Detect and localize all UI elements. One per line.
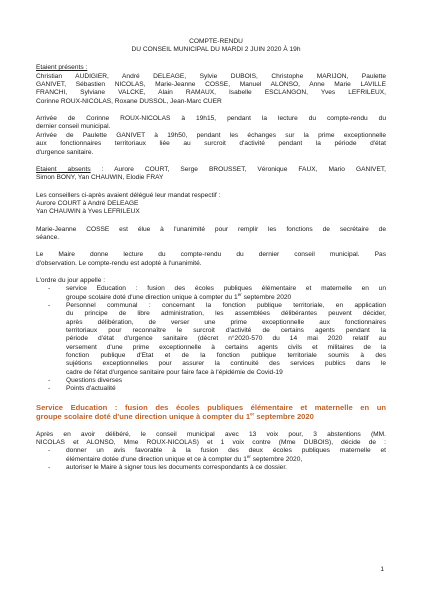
bullet-dash-icon: -: [48, 285, 51, 293]
decision-item: [36, 447, 386, 464]
proxies-intro: Les conseillers ci-après avaient délégué leur mandat respectif :: [36, 191, 221, 199]
decision-line-text: élémentaire dotée d'une direction unique et ce à compter du 1: [66, 455, 247, 463]
secretary-line: Marie-Jeanne COSSE est élue à l'unanimité pour remplir les fonctions de secrétaire de: [36, 225, 386, 233]
bullet-dash-icon: -: [48, 377, 51, 385]
present-line: FRANCHI, Sylviane VALCKE, Alain RAMAUX, Isabelle ESCLANGON, Yves LEFRILEUX,: [36, 89, 386, 97]
agenda-line: [66, 291, 386, 302]
absent-label: Etaient absents: [36, 165, 91, 173]
minutes-section: [36, 251, 386, 268]
agenda-line: Questions diverses: [66, 377, 123, 385]
absent-section: [36, 166, 386, 183]
header-title: COMPTE-RENDU: [189, 38, 243, 45]
agenda-line: du principe de libre administration, les assemblées délibérantes peuvent décider,: [66, 310, 386, 318]
bullet-dash-icon: -: [48, 301, 51, 309]
header-subtitle: DU CONSEIL MUNICIPAL DU MARDI 2 JUIN 2020 À 19h: [131, 46, 301, 54]
minutes-line: d'observation. Le compte-rendu est adopté à l'unanimité.: [36, 259, 202, 267]
present-line: Corinne ROUX-NICOLAS, Roxane DUSSOL, Jean-Marc CUER: [36, 97, 222, 105]
agenda-line: Points d'actualité: [66, 385, 116, 393]
section-heading-line: Service Education : fusion des écoles publiques élémentaire et maternelle en un: [36, 402, 386, 412]
deliberation-line: NICOLAS et ALONSO, Mme ROUX-NICOLAS) et 1 voix contre (Mme DUBOIS), décide de :: [36, 438, 386, 446]
decision-line-text: septembre 2020,: [250, 455, 303, 463]
deliberation-line: Après en avoir délibéré, le conseil municipal avec 13 voix pour, 3 abstentions (MM.: [36, 430, 386, 438]
minutes-line: Le Maire donne lecture du compte-rendu du dernier conseil municipal. Pas: [36, 251, 386, 259]
section-heading-line: [36, 412, 386, 421]
agenda-item: [36, 285, 386, 302]
agenda-item: [36, 302, 386, 377]
decision-list: [36, 447, 386, 472]
bullet-dash-icon: -: [48, 385, 51, 393]
agenda-item: [36, 385, 386, 393]
agenda-line: période d'état d'urgence sanitaire (décret n°2020-570 du 14 mai 2020 relatif au: [66, 335, 386, 343]
agenda-line: cadre de l'état d'urgence sanitaire pour faire face à l'épidémie de Covid-19: [66, 368, 283, 376]
agenda-list: [36, 285, 386, 393]
ordinal-suffix: er: [237, 291, 242, 297]
agenda-line: territoriaux pour reconnaître le surcroit d'activité de certains agents pendant la: [66, 327, 386, 334]
present-line: Christian AUDIGIER, André DELEAGE, Sylvie DUBOIS, Christophe MARIJON, Paulette: [36, 72, 386, 80]
agenda-section: [36, 277, 386, 394]
arrival-line: Arrivée de Paulette GANIVET à 19h50, pendant les échanges sur la prime exceptionnelle: [36, 131, 386, 139]
arrival-line: Arrivée de Corinne ROUX-NICOLAS à 19h15, pendant la lecture du compte-rendu du: [36, 115, 386, 123]
proxy-item: Aurore COURT à André DELEAGE: [36, 199, 139, 207]
agenda-line-text: groupe scolaire doté d'une direction unique à compter du 1: [66, 293, 238, 301]
agenda-intro: L'ordre du jour appelle :: [36, 276, 106, 284]
absent-names: : Aurore COURT, Serge BROUSSET, Véronique FAUX, Mario GANIVET,: [90, 165, 386, 173]
secretary-section: [36, 226, 386, 243]
deliberation-section: [36, 431, 386, 473]
page-number: 1: [380, 566, 384, 573]
section-heading-text: septembre 2020: [254, 412, 314, 422]
agenda-item: [36, 377, 386, 385]
agenda-line: service Education : fusion des écoles publiques élémentaire et maternelle en un: [66, 285, 386, 293]
present-label: Etaient présents :: [36, 64, 88, 72]
secretary-line: séance.: [36, 233, 60, 241]
agenda-line: versement d'une prime exceptionnelle à certains agents civils et militaires de la: [66, 343, 386, 351]
agenda-line: sujétions exceptionnelles pour assurer la continuité des services publics dans le: [66, 360, 386, 368]
section-heading: [36, 403, 386, 422]
bullet-dash-icon: -: [48, 447, 51, 455]
decision-line: [66, 453, 386, 464]
agenda-line: fonction publique d'Etat et de la fonction publique territoriale soumis à des: [66, 352, 386, 360]
arrivals-section: [36, 115, 386, 157]
agenda-line: Personnel communal : concernant la fonction publique territoriale, en application: [66, 301, 386, 309]
decision-item: [36, 464, 386, 472]
decision-line: donner un avis favorable à la fusion des deux écoles publiques maternelle et: [66, 447, 386, 455]
proxies-section: [36, 192, 386, 217]
bullet-dash-icon: -: [48, 463, 51, 471]
arrival-line: d'urgence sanitaire.: [36, 148, 94, 156]
absent-line: [36, 166, 386, 174]
section-heading-text: groupe scolaire doté d'une direction unique à compter du 1: [36, 412, 251, 422]
ordinal-suffix: er: [250, 411, 255, 417]
present-section: [36, 64, 386, 106]
present-line: GANIVET, Sébastien NICOLAS, Marie-Jeanne COSSE, Manuel ALONSO, Anne Marie LAVILLE: [36, 81, 386, 89]
agenda-line: après délibération, de verser une prime exceptionnelle aux fonctionnaires: [66, 318, 386, 326]
arrival-line: dernier conseil municipal.: [36, 123, 111, 131]
arrival-line: aux fonctionnaires territoriaux liée au surcroit d'activité pendant la période d'état: [36, 140, 386, 148]
ordinal-suffix: er: [246, 453, 251, 459]
absent-line: Simon BONY, Yan CHAUWIN, Elodie FRAY: [36, 174, 164, 182]
proxy-item: Yan CHAUWIN à Yves LEFRILEUX: [36, 208, 140, 216]
decision-line: autoriser le Maire à signer tous les documents correspondants à ce dossier.: [66, 463, 288, 471]
document-header: [46, 38, 386, 54]
agenda-line-text: septembre 2020: [241, 293, 292, 301]
